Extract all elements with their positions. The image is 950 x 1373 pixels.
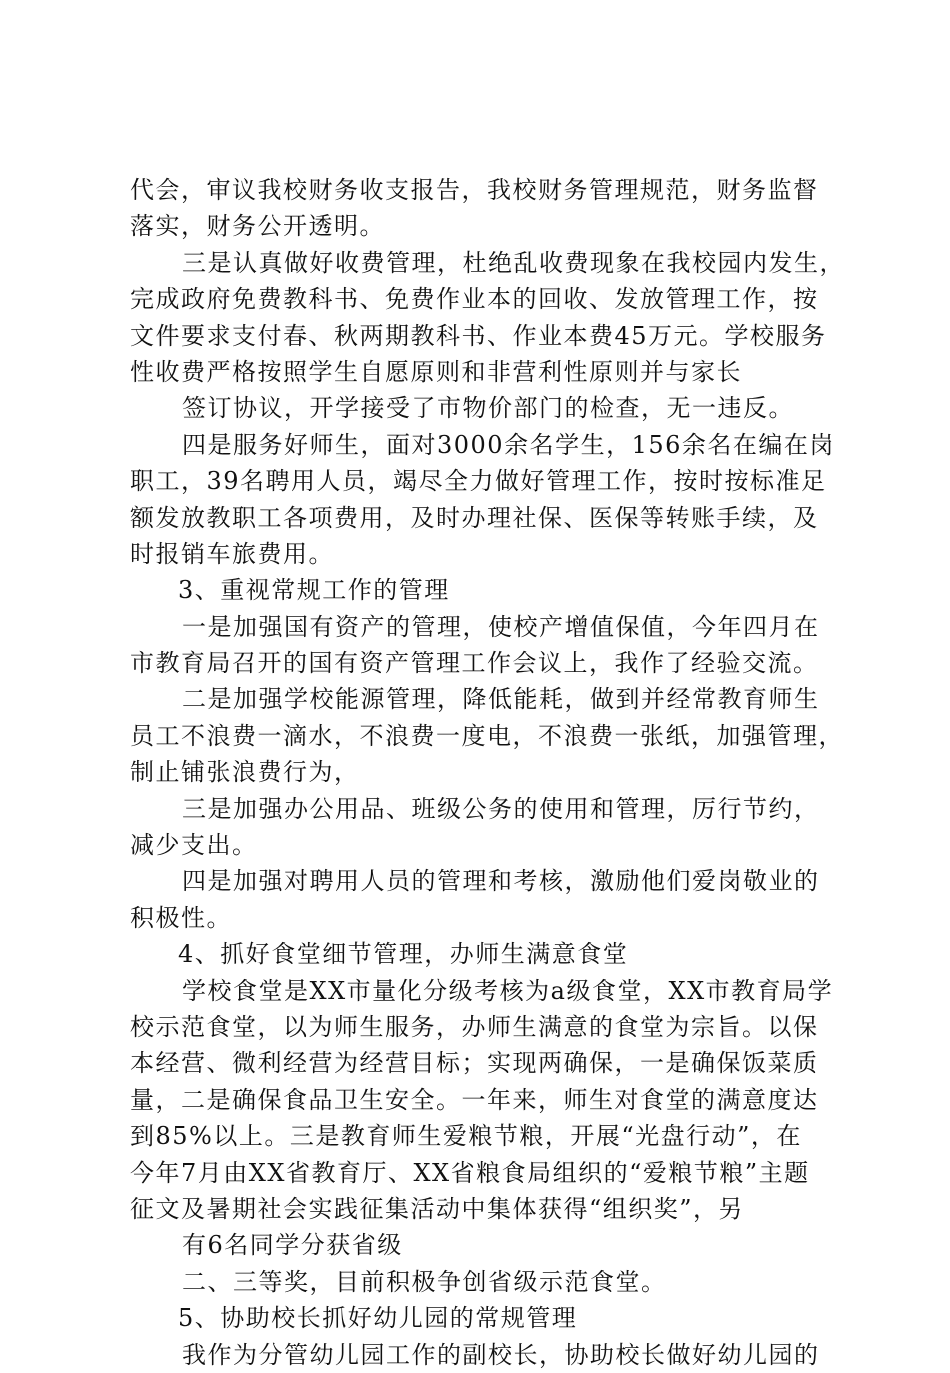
paragraph-line: 签订协议，开学接受了市物价部门的检查，无一违反。 xyxy=(182,394,794,423)
paragraph-line: 积极性。 xyxy=(130,903,232,932)
paragraph-line: 完成政府免费教科书、免费作业本的回收、发放管理工作，按 xyxy=(130,285,819,314)
paragraph-line: 减少支出。 xyxy=(130,831,258,860)
paragraph-line: 落实，财务公开透明。 xyxy=(130,212,385,241)
paragraph-line: 今年7月由XX省教育厅、XX省粮食局组织的“爱粮节粮”主题 xyxy=(130,1158,810,1187)
paragraph-line: 校示范食堂，以为师生服务，办师生满意的食堂为宗旨。以保 xyxy=(130,1012,819,1041)
paragraph-line: 二、三等奖，目前积极争创省级示范食堂。 xyxy=(182,1267,667,1296)
section-heading: 5、协助校长抓好幼儿园的常规管理 xyxy=(178,1304,578,1333)
paragraph-line: 征文及暑期社会实践征集活动中集体获得“组织奖”，另 xyxy=(130,1194,745,1223)
paragraph-line: 性收费严格按照学生自愿原则和非营利性原则并与家长 xyxy=(130,357,742,386)
paragraph-line: 学校食堂是XX市量化分级考核为a级食堂，XX市教育局学 xyxy=(182,976,834,1005)
paragraph-line: 时报销车旅费用。 xyxy=(130,539,334,568)
paragraph-line: 职工，39名聘用人员，竭尽全力做好管理工作，按时按标准足 xyxy=(130,467,827,496)
paragraph-line: 量，二是确保食品卫生安全。一年来，师生对食堂的满意度达 xyxy=(130,1085,819,1114)
paragraph-line: 一是加强国有资产的管理，使校产增值保值，今年四月在 xyxy=(182,612,820,641)
paragraph-line: 制止铺张浪费行为， xyxy=(130,758,360,787)
paragraph-line: 到85%以上。三是教育师生爱粮节粮，开展“光盘行动”，在 xyxy=(130,1122,802,1151)
section-heading: 3、重视常规工作的管理 xyxy=(178,576,450,605)
paragraph-line: 我作为分管幼儿园工作的副校长，协助校长做好幼儿园的 xyxy=(182,1340,820,1369)
paragraph-line: 额发放教职工各项费用，及时办理社保、医保等转账手续，及 xyxy=(130,503,819,532)
paragraph-line: 二是加强学校能源管理，降低能耗，做到并经常教育师生 xyxy=(182,685,820,714)
paragraph-line: 市教育局召开的国有资产管理工作会议上，我作了经验交流。 xyxy=(130,649,819,678)
paragraph-line: 文件要求支付春、秋两期教科书、作业本费45万元。学校服务 xyxy=(130,321,827,350)
paragraph-line: 员工不浪费一滴水，不浪费一度电，不浪费一张纸，加强管理， xyxy=(130,721,844,750)
paragraph-line: 本经营、微利经营为经营目标；实现两确保，一是确保饭菜质 xyxy=(130,1049,819,1078)
paragraph-line: 代会，审议我校财务收支报告，我校财务管理规范，财务监督 xyxy=(130,176,819,204)
paragraph-line: 三是加强办公用品、班级公务的使用和管理，厉行节约， xyxy=(182,794,820,823)
document-body xyxy=(130,172,845,1373)
section-heading: 4、抓好食堂细节管理，办师生满意食堂 xyxy=(178,940,629,969)
paragraph-line: 四是加强对聘用人员的管理和考核，激励他们爱岗敬业的 xyxy=(182,867,820,896)
paragraph-line: 四是服务好师生，面对3000余名学生，156余名在编在岗 xyxy=(182,430,835,459)
paragraph-line: 三是认真做好收费管理，杜绝乱收费现象在我校园内发生， xyxy=(182,248,845,277)
paragraph-line: 有6名同学分获省级 xyxy=(182,1231,403,1260)
